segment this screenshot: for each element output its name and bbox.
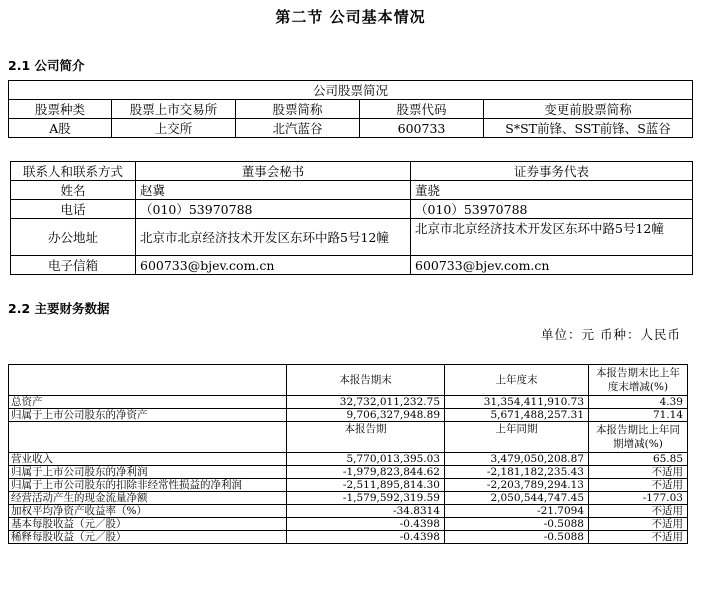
metric-name: 稀释每股收益（元／股）	[9, 531, 287, 544]
metric-current: 32,732,011,232.75	[287, 396, 445, 409]
table-header-row	[11, 162, 693, 181]
stock-exchange: 上交所	[112, 119, 236, 138]
table-row	[9, 492, 688, 505]
table-row	[9, 396, 688, 409]
metric-name: 营业收入	[9, 453, 287, 466]
metric-change: 不适用	[589, 466, 688, 479]
row-label: 电子信箱	[11, 256, 136, 275]
column-header: 本报告期末	[287, 365, 445, 396]
table-row	[9, 119, 693, 138]
metric-prior: -21.7094	[445, 505, 589, 518]
stock-short-name: 北汽蓝谷	[236, 119, 360, 138]
secretary-email: 600733@bjev.com.cn	[136, 256, 411, 275]
metric-prior: -2,203,789,294.13	[445, 479, 589, 492]
metric-name: 归属于上市公司股东的扣除非经常性损益的净利润	[9, 479, 287, 492]
table-row	[9, 453, 688, 466]
metric-change: 不适用	[589, 518, 688, 531]
table-title-row	[9, 81, 693, 100]
column-header: 联系人和联系方式	[11, 162, 136, 181]
representative-address: 北京市北京经济技术开发区东环中路5号12幢	[411, 219, 693, 256]
table-row	[9, 531, 688, 544]
table-header-row	[9, 365, 688, 396]
metric-current: -34.8314	[287, 505, 445, 518]
section-heading-financial-data: 2.2 主要财务数据	[8, 301, 110, 316]
metric-current: -1,579,592,319.59	[287, 492, 445, 505]
metric-change: 65.85	[589, 453, 688, 466]
table-row	[9, 479, 688, 492]
metric-change: 不适用	[589, 531, 688, 544]
metric-current: -0.4398	[287, 531, 445, 544]
metric-current: 5,770,013,395.03	[287, 453, 445, 466]
column-header: 股票上市交易所	[112, 100, 236, 119]
metric-name: 总资产	[9, 396, 287, 409]
metric-name: 基本每股收益（元／股）	[9, 518, 287, 531]
metric-prior: 5,671,488,257.31	[445, 409, 589, 422]
table-header-row	[9, 100, 693, 119]
metric-name: 加权平均净资产收益率（%）	[9, 505, 287, 518]
column-header: 证券事务代表	[411, 162, 693, 181]
metric-prior: -0.5088	[445, 518, 589, 531]
column-header: 本报告期	[287, 422, 445, 453]
section-heading-company-profile: 2.1 公司简介	[8, 58, 85, 73]
table-row	[11, 219, 693, 256]
table-row	[9, 518, 688, 531]
stock-type: A股	[9, 119, 112, 138]
table-row	[9, 409, 688, 422]
former-short-name: S*ST前锋、SST前锋、S蓝谷	[484, 119, 693, 138]
column-header	[9, 422, 287, 453]
metric-current: 9,706,327,948.89	[287, 409, 445, 422]
metric-change: 4.39	[589, 396, 688, 409]
metric-current: -0.4398	[287, 518, 445, 531]
metric-current: -2,511,895,814.30	[287, 479, 445, 492]
metric-prior: 2,050,544,747.45	[445, 492, 589, 505]
row-label: 电话	[11, 200, 136, 219]
column-header	[9, 365, 287, 396]
metric-prior: 31,354,411,910.73	[445, 396, 589, 409]
metric-current: -1,979,823,844.62	[287, 466, 445, 479]
column-header: 董事会秘书	[136, 162, 411, 181]
metric-prior: 3,479,050,208.87	[445, 453, 589, 466]
page-title: 第二节 公司基本情况	[275, 8, 426, 26]
column-header: 上年同期	[445, 422, 589, 453]
secretary-phone: （010）53970788	[136, 200, 411, 219]
column-header: 股票简称	[236, 100, 360, 119]
metric-name: 归属于上市公司股东的净利润	[9, 466, 287, 479]
secretary-name: 赵冀	[136, 181, 411, 200]
metric-change: -177.03	[589, 492, 688, 505]
column-header: 股票代码	[360, 100, 484, 119]
metric-prior: -2,181,182,235.43	[445, 466, 589, 479]
column-header: 股票种类	[9, 100, 112, 119]
representative-phone: （010）53970788	[411, 200, 693, 219]
financial-data-table	[8, 364, 688, 544]
table-row	[9, 466, 688, 479]
metric-name: 归属于上市公司股东的净资产	[9, 409, 287, 422]
contact-table	[10, 161, 693, 275]
table-row	[11, 256, 693, 275]
unit-currency-note: 单位：元 币种：人民币	[541, 327, 681, 342]
table-row	[11, 200, 693, 219]
metric-change: 不适用	[589, 505, 688, 518]
secretary-address: 北京市北京经济技术开发区东环中路5号12幢	[136, 219, 411, 256]
table-header-row	[9, 422, 688, 453]
stock-overview-table	[8, 80, 693, 138]
stock-table-title: 公司股票简况	[9, 81, 693, 100]
metric-name: 经营活动产生的现金流量净额	[9, 492, 287, 505]
representative-email: 600733@bjev.com.cn	[411, 256, 693, 275]
row-label: 姓名	[11, 181, 136, 200]
column-header: 上年度末	[445, 365, 589, 396]
representative-name: 董骁	[411, 181, 693, 200]
table-row	[11, 181, 693, 200]
metric-change: 71.14	[589, 409, 688, 422]
column-header: 本报告期末比上年度末增减(%)	[589, 365, 688, 396]
metric-change: 不适用	[589, 479, 688, 492]
row-label: 办公地址	[11, 219, 136, 256]
stock-code: 600733	[360, 119, 484, 138]
metric-prior: -0.5088	[445, 531, 589, 544]
column-header: 本报告期比上年同期增减(%)	[589, 422, 688, 453]
column-header: 变更前股票简称	[484, 100, 693, 119]
table-row	[9, 505, 688, 518]
